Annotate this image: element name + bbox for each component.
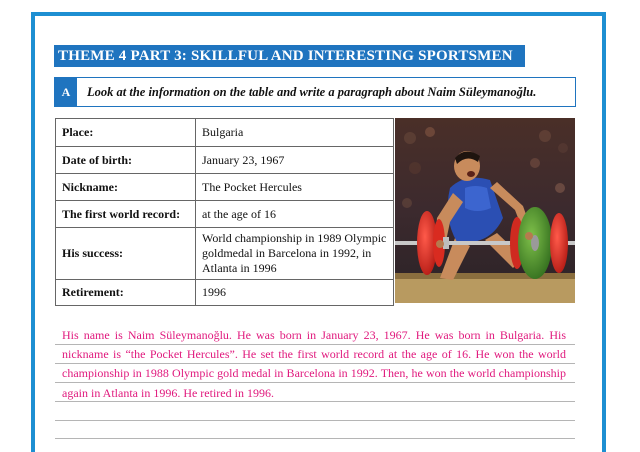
writing-line xyxy=(55,344,575,345)
writing-line xyxy=(55,363,575,364)
page-title: THEME 4 PART 3: SKILLFUL AND INTERESTING SPORTSMEN xyxy=(54,45,525,67)
exercise-instruction-box xyxy=(54,77,576,107)
row-value: Bulgaria xyxy=(196,119,394,147)
table-row xyxy=(56,280,394,306)
table-row xyxy=(56,147,394,174)
table-row xyxy=(56,119,394,147)
row-label: Nickname: xyxy=(56,174,196,201)
table-row xyxy=(56,174,394,201)
writing-line xyxy=(55,438,575,439)
row-label: The first world record: xyxy=(56,201,196,228)
row-label: Date of birth: xyxy=(56,147,196,174)
row-label: Retirement: xyxy=(56,280,196,306)
row-value: World championship in 1989 Olympic goldmedal in Barcelona in 1992, in Atlanta in 1996 xyxy=(196,228,394,280)
weightlifter-photo xyxy=(395,118,575,303)
writing-line xyxy=(55,382,575,383)
row-value: at the age of 16 xyxy=(196,201,394,228)
row-label: His success: xyxy=(56,228,196,280)
table-row xyxy=(56,228,394,280)
writing-line xyxy=(55,401,575,402)
table-row xyxy=(56,201,394,228)
info-table xyxy=(55,118,394,306)
weightlifter-illustration xyxy=(395,118,575,303)
answer-paragraph: His name is Naim Süleymanoğlu. He was born in January 23, 1967. He was born in Bulgaria. His nickname is “the Pocket Hercules”. He set the first world record at the age of 16. He won the world championship in 1988 Olympic gold medal in Barcelona in 1992. Then, he won the world championship again in Atlanta in 1996. He retired in 1996. xyxy=(62,328,566,400)
exercise-instruction: Look at the information on the table and write a paragraph about Naim Süleymanoğlu. xyxy=(87,85,537,99)
row-value: January 23, 1967 xyxy=(196,147,394,174)
row-value: 1996 xyxy=(196,280,394,306)
writing-line xyxy=(55,420,575,421)
row-value: The Pocket Hercules xyxy=(196,174,394,201)
row-label: Place: xyxy=(56,119,196,147)
exercise-label: A xyxy=(55,78,77,106)
